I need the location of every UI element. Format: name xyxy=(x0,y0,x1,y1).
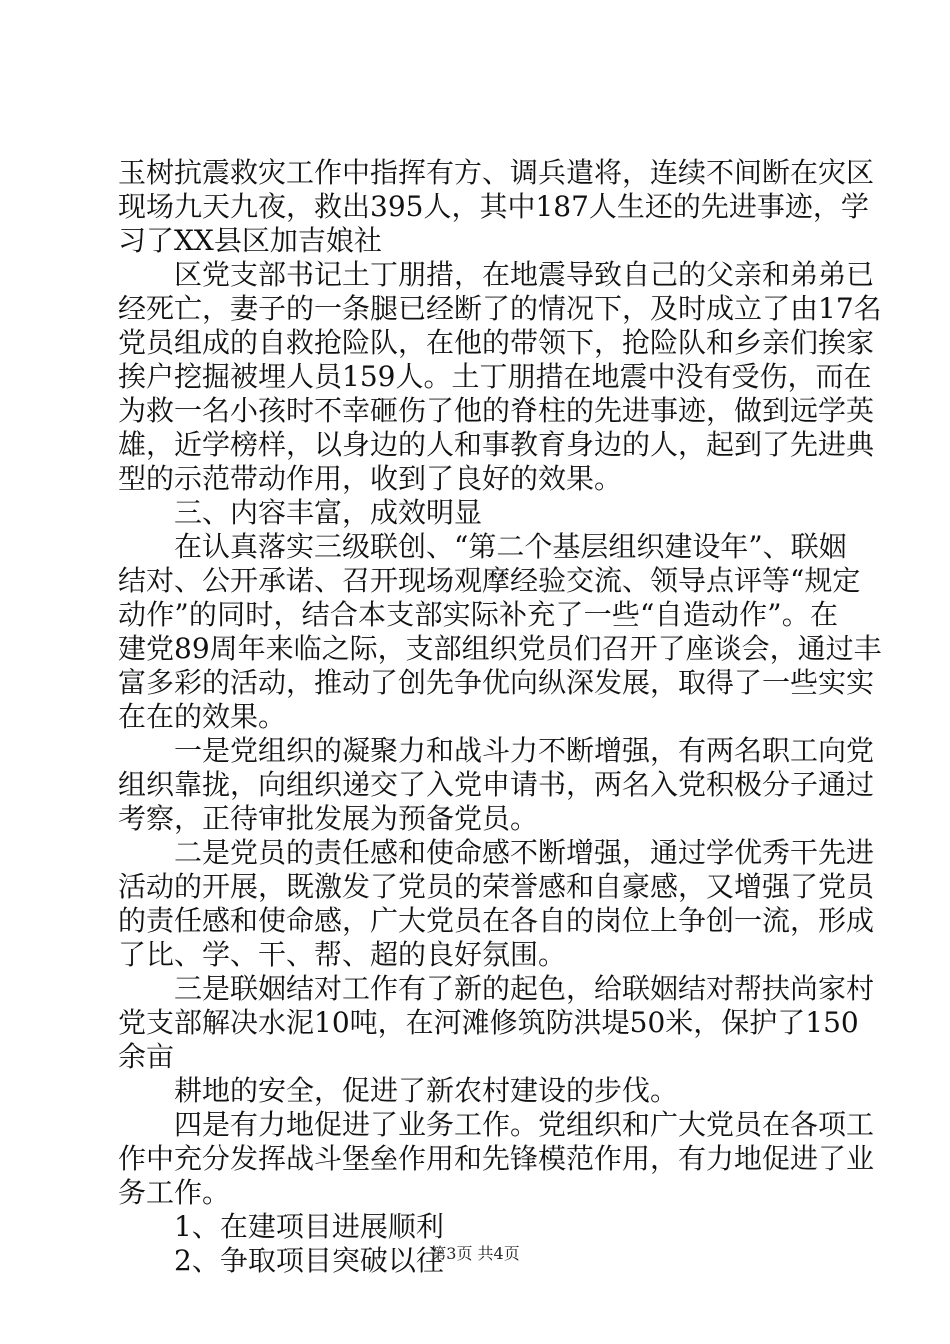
text-line: 玉树抗震救灾工作中指挥有方、调兵遣将，连续不间断在灾区 xyxy=(118,156,875,189)
text-line: 结对、公开承诺、召开现场观摩经验交流、领导点评等“规定 xyxy=(118,564,861,597)
section-heading: 三、内容丰富，成效明显 xyxy=(174,496,483,529)
text-line: 动作”的同时，结合本支部实际补充了一些“自造动作”。在 xyxy=(118,598,838,631)
list-item: 2、争取项目突破以往 xyxy=(174,1244,444,1277)
text-line: 党支部解决水泥10吨，在河滩修筑防洪堤50米，保护了150 xyxy=(118,1006,859,1039)
text-line: 经死亡，妻子的一条腿已经断了的情况下，及时成立了由17名 xyxy=(118,292,882,325)
text-line: 耕地的安全，促进了新农村建设的步伐。 xyxy=(174,1074,679,1107)
text-line: 现场九天九夜，救出395人，其中187人生还的先进事迹，学 xyxy=(118,190,869,223)
text-line: 作中充分发挥战斗堡垒作用和先锋模范作用，有力地促进了业 xyxy=(118,1142,875,1175)
text-line: 在在的效果。 xyxy=(118,700,287,733)
text-line: 考察，正待审批发展为预备党员。 xyxy=(118,802,539,835)
text-line: 区党支部书记土丁朋措，在地震导致自己的父亲和弟弟已 xyxy=(174,258,875,291)
text-line: 的责任感和使命感，广大党员在各自的岗位上争创一流，形成 xyxy=(118,904,875,937)
text-line: 一是党组织的凝聚力和战斗力不断增强，有两名职工向党 xyxy=(174,734,875,767)
page-number-footer: 第3页 共4页 xyxy=(430,1244,520,1263)
text-line: 型的示范带动作用，收到了良好的效果。 xyxy=(118,462,623,495)
text-line: 了比、学、干、帮、超的良好氛围。 xyxy=(118,938,567,971)
text-line: 活动的开展，既激发了党员的荣誉感和自豪感，又增强了党员 xyxy=(118,870,875,903)
list-item: 1、在建项目进展顺利 xyxy=(174,1210,444,1243)
text-line: 建党89周年来临之际，支部组织党员们召开了座谈会，通过丰 xyxy=(118,632,882,665)
text-line: 富多彩的活动，推动了创先争优向纵深发展，取得了一些实实 xyxy=(118,666,875,699)
text-line: 余亩 xyxy=(118,1040,175,1073)
text-line: 在认真落实三级联创、“第二个基层组织建设年”、联姻 xyxy=(174,530,847,563)
text-line: 务工作。 xyxy=(118,1176,231,1209)
text-line: 党员组成的自救抢险队，在他的带领下，抢险队和乡亲们挨家 xyxy=(118,326,875,359)
text-line: 二是党员的责任感和使命感不断增强，通过学优秀干先进 xyxy=(174,836,875,869)
text-line: 雄，近学榜样，以身边的人和事教育身边的人，起到了先进典 xyxy=(118,428,875,461)
text-line: 组织靠拢，向组织递交了入党申请书，两名入党积极分子通过 xyxy=(118,768,875,801)
text-line: 为救一名小孩时不幸砸伤了他的脊柱的先进事迹，做到远学英 xyxy=(118,394,875,427)
body-text xyxy=(118,156,882,1278)
text-line: 挨户挖掘被埋人员159人。土丁朋措在地震中没有受伤，而在 xyxy=(118,360,872,393)
text-line: 四是有力地促进了业务工作。党组织和广大党员在各项工 xyxy=(174,1108,875,1141)
text-line: 三是联姻结对工作有了新的起色，给联姻结对帮扶尚家村 xyxy=(174,972,875,1005)
text-line: 习了XX县区加吉娘社 xyxy=(118,224,382,257)
